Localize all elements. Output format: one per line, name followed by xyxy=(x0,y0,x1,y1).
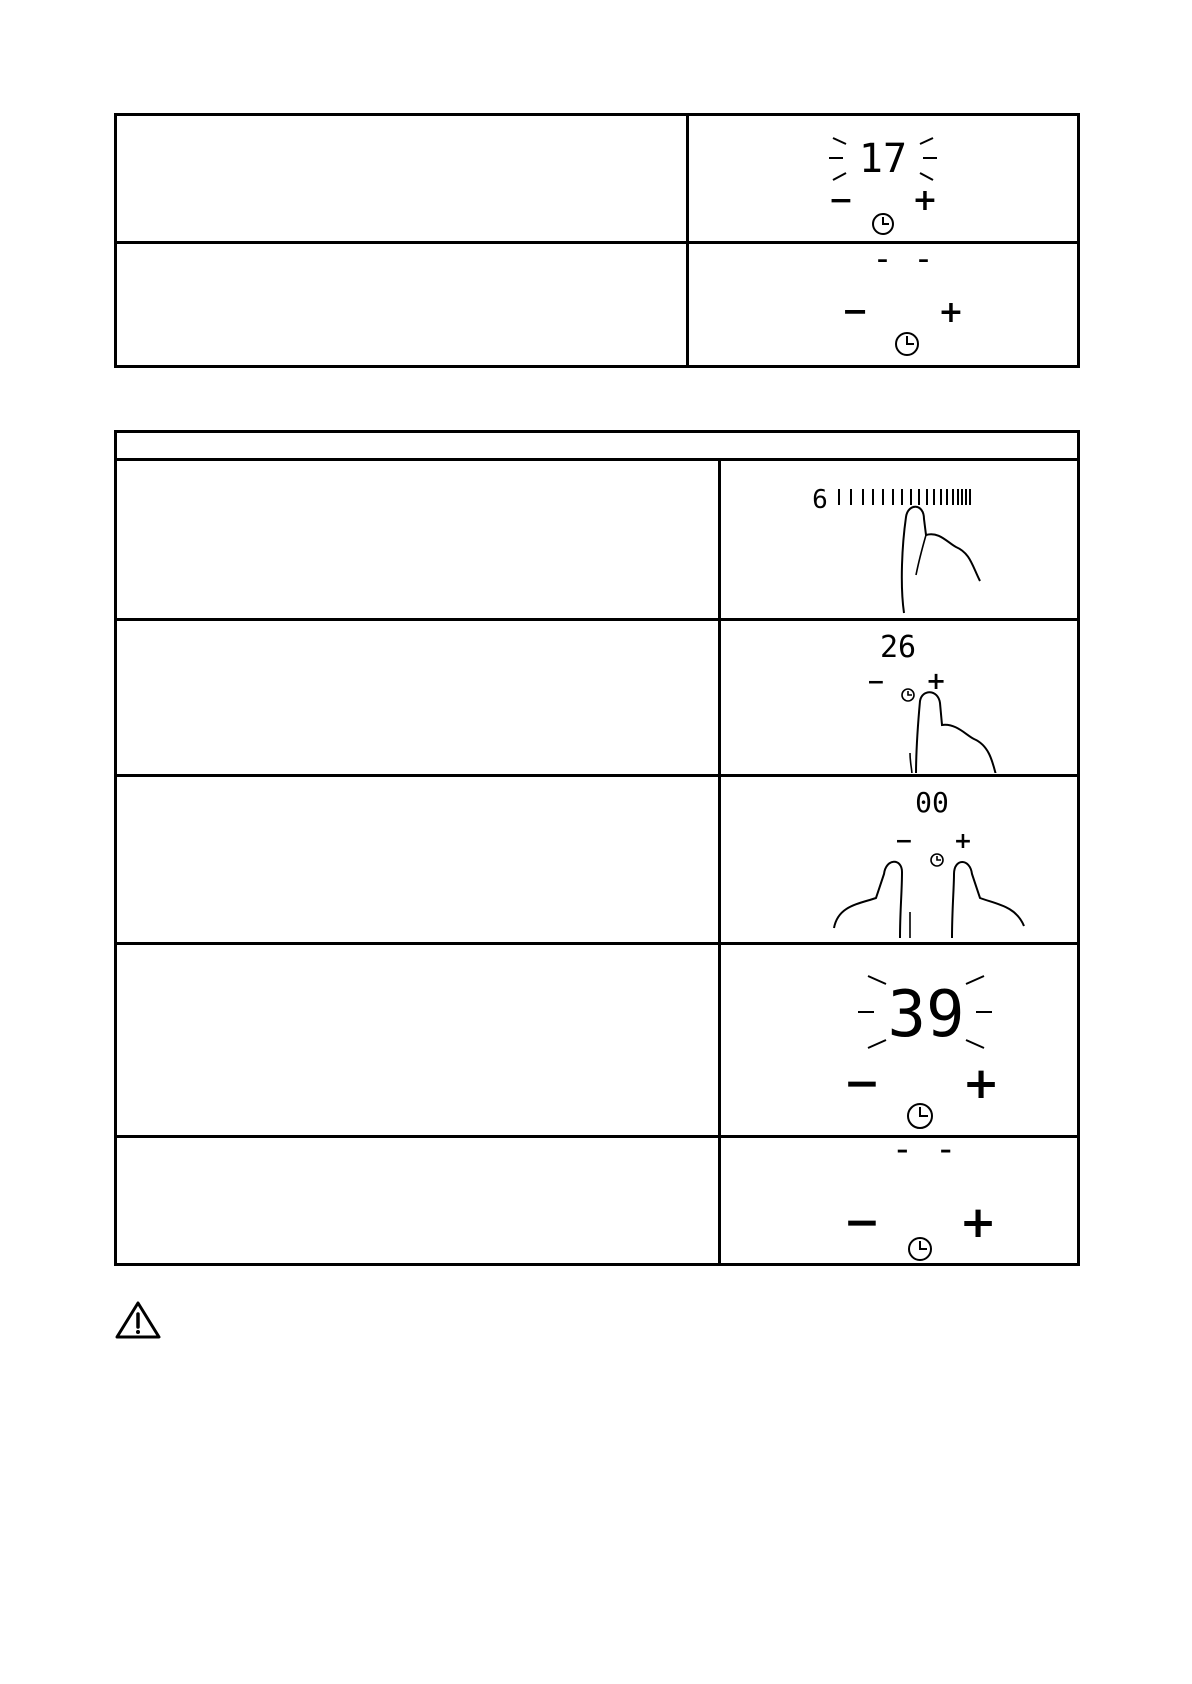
clock-icon xyxy=(931,854,943,866)
instruction-cell xyxy=(116,460,720,620)
illustration-cell xyxy=(720,776,1079,944)
minus-icon: − xyxy=(843,1196,881,1248)
instruction-cell xyxy=(116,243,688,367)
left-finger-icon xyxy=(834,861,902,937)
instruction-cell xyxy=(116,776,720,944)
press-minus-and-plus-illustration xyxy=(734,780,1064,940)
plus-icon: + xyxy=(953,828,973,854)
power-level-value: 6 xyxy=(812,484,828,515)
illustration-cell xyxy=(688,243,1079,367)
minus-icon: − xyxy=(841,291,869,330)
clock-icon xyxy=(909,1238,931,1260)
timer-display-value: 17 xyxy=(858,135,908,182)
press-plus-illustration xyxy=(734,623,1064,773)
plus-icon: + xyxy=(959,1196,997,1248)
finger-icon xyxy=(902,506,980,612)
timer-table-2 xyxy=(114,430,1080,1266)
power-slider xyxy=(839,489,970,505)
minus-icon: − xyxy=(866,669,886,695)
instruction-cell xyxy=(116,115,688,243)
timer-display-blinking-illustration xyxy=(734,948,1064,1133)
table-row xyxy=(116,944,1079,1137)
timer-table-1 xyxy=(114,113,1080,368)
plus-icon: + xyxy=(962,1057,1000,1109)
warning-icon xyxy=(114,1300,162,1344)
finger-icon xyxy=(916,692,996,773)
table-row xyxy=(116,243,1079,367)
clock-icon xyxy=(908,1104,932,1128)
clock-icon xyxy=(896,333,918,355)
instruction-cell xyxy=(116,620,720,776)
minus-icon: − xyxy=(894,828,914,854)
table-row xyxy=(116,115,1079,243)
slider-touch-illustration xyxy=(734,465,1064,615)
instruction-cell xyxy=(116,944,720,1137)
right-finger-icon xyxy=(952,862,1024,938)
illustration-cell xyxy=(720,944,1079,1137)
header-cell xyxy=(116,432,1079,460)
illustration-cell xyxy=(720,1137,1079,1265)
plus-icon: + xyxy=(925,666,947,695)
timer-display-value: 39 xyxy=(887,977,965,1052)
timer-display-off-illustration xyxy=(734,1139,1064,1263)
table-header-row xyxy=(116,432,1079,460)
instruction-cell xyxy=(116,1137,720,1265)
minus-icon: − xyxy=(843,1057,881,1109)
plus-icon: + xyxy=(912,182,938,218)
plus-icon: + xyxy=(938,294,964,330)
timer-display-value: 00 xyxy=(915,785,949,819)
clock-icon xyxy=(873,214,893,234)
timer-display-value: 26 xyxy=(879,629,917,665)
table-row xyxy=(116,620,1079,776)
illustration-cell xyxy=(720,460,1079,620)
illustration-cell xyxy=(720,620,1079,776)
clock-icon xyxy=(902,689,914,701)
table-row xyxy=(116,1137,1079,1265)
timer-display-blinking-illustration xyxy=(783,120,983,238)
illustration-cell xyxy=(688,115,1079,243)
timer-display-off-illustration xyxy=(783,246,983,364)
table-row xyxy=(116,776,1079,944)
timer-display-value: - - xyxy=(891,1138,957,1170)
timer-display-value: - - xyxy=(872,245,934,279)
table-row xyxy=(116,460,1079,620)
minus-icon: − xyxy=(828,182,854,218)
